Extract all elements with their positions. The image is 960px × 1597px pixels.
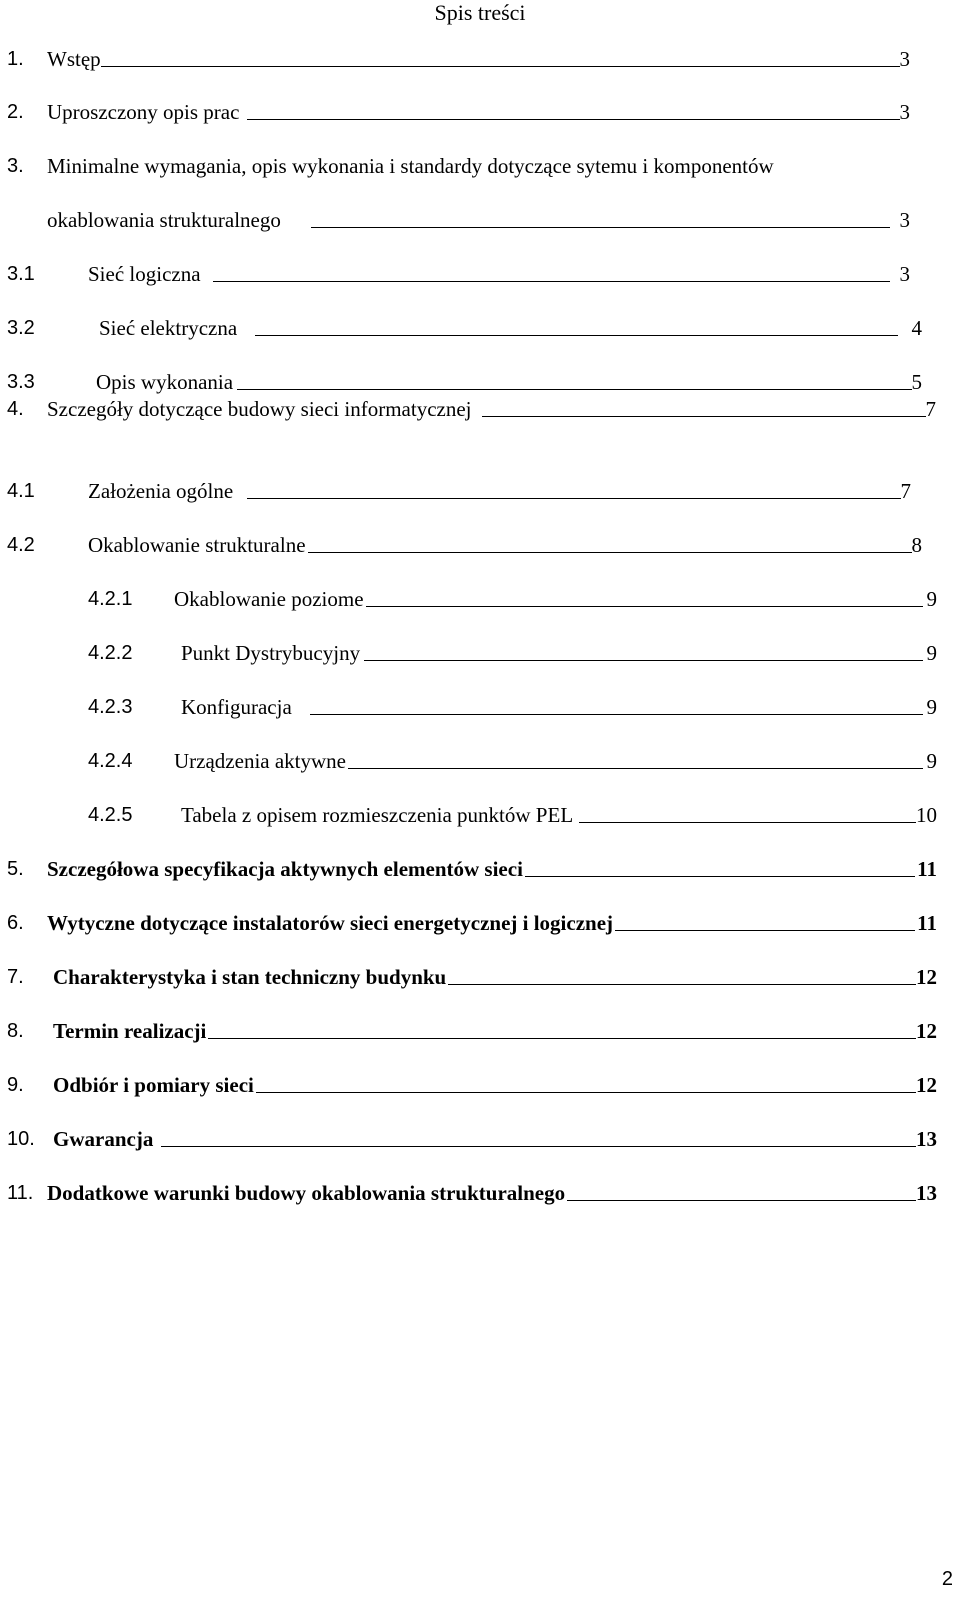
- toc-entry-label: Termin realizacji: [53, 1019, 207, 1043]
- toc-entry-number: 11.: [7, 1182, 34, 1204]
- toc-entry-label: Odbiór i pomiary sieci: [53, 1073, 254, 1097]
- toc-entry-label: Szczegóły dotyczące budowy sieci informatycznej: [47, 397, 472, 421]
- toc-entry-4-2[interactable]: [7, 530, 922, 558]
- toc-entry-4-2-4[interactable]: [88, 746, 937, 774]
- toc-leader-line: [247, 498, 900, 499]
- toc-entry-number: 4.2.1: [88, 588, 133, 610]
- toc-entry-page: 13: [916, 1127, 937, 1151]
- toc-entry-number: 4.: [7, 398, 24, 420]
- toc-entry-number: 4.2.5: [88, 804, 133, 826]
- toc-entry-number: 2.: [7, 101, 24, 123]
- toc-leader-line: [256, 1092, 916, 1093]
- toc-leader-line: [567, 1200, 916, 1201]
- toc-entry-page: 3: [899, 47, 910, 71]
- toc-leader-line: [525, 876, 915, 877]
- toc-entry-page: 9: [926, 749, 937, 773]
- toc-entry-page: 7: [925, 397, 936, 421]
- toc-entry-number: 5.: [7, 858, 24, 880]
- toc-leader-line: [247, 119, 899, 120]
- toc-leader-line: [366, 606, 923, 607]
- toc-leader-line: [161, 1146, 916, 1147]
- toc-leader-line: [311, 227, 890, 228]
- toc-entry-label: okablowania strukturalnego: [47, 208, 281, 232]
- toc-entry-label: Konfiguracja: [181, 695, 292, 719]
- toc-leader-line: [448, 984, 916, 985]
- toc-leader-line: [208, 1038, 916, 1039]
- toc-leader-line: [579, 822, 916, 823]
- toc-entry-page: 7: [900, 479, 911, 503]
- toc-entry-number: 4.2.4: [88, 750, 133, 772]
- toc-entry-5[interactable]: [7, 854, 937, 882]
- toc-entry-label: Wytyczne dotyczące instalatorów sieci energetycznej i logicznej: [47, 911, 614, 935]
- toc-entry-page: 12: [916, 1073, 937, 1097]
- toc-entry-number: 4.2.2: [88, 642, 133, 664]
- toc-entry-9[interactable]: [7, 1070, 937, 1098]
- toc-entry-8[interactable]: [7, 1016, 937, 1044]
- toc-entry-label: Gwarancja: [53, 1127, 154, 1151]
- toc-entry-6[interactable]: [7, 908, 937, 936]
- toc-entry-page: 11: [917, 911, 937, 935]
- toc-entry-label: Założenia ogólne: [88, 479, 234, 503]
- toc-leader-line: [213, 281, 890, 282]
- toc-entry-number: 4.1: [7, 480, 35, 502]
- toc-entry-label: Sieć logiczna: [88, 262, 201, 286]
- toc-leader-line: [348, 768, 923, 769]
- toc-leader-line: [101, 66, 900, 67]
- toc-entry-label: Minimalne wymagania, opis wykonania i standardy dotyczące sytemu i komponentów: [47, 154, 774, 178]
- toc-entry-number: 7.: [7, 966, 24, 988]
- toc-entry-3-3[interactable]: [7, 367, 922, 395]
- toc-entry-4-2-1[interactable]: [88, 584, 937, 612]
- toc-entry-label: Okablowanie poziome: [174, 587, 364, 611]
- toc-entry-number: 8.: [7, 1020, 24, 1042]
- toc-entry-label: Wstęp: [47, 47, 101, 71]
- toc-leader-line: [615, 930, 915, 931]
- toc-entry-1[interactable]: [7, 44, 910, 72]
- toc-entry-page: 9: [926, 695, 937, 719]
- toc-leader-line: [364, 660, 922, 661]
- toc-title: Spis treści: [434, 0, 526, 25]
- toc-entry-10[interactable]: [7, 1124, 937, 1152]
- toc-entry-number: 10.: [7, 1128, 35, 1150]
- toc-entry-page: 5: [911, 370, 922, 394]
- page-number: 2: [941, 1568, 953, 1590]
- toc-entry-number: 4.2.3: [88, 696, 133, 718]
- toc-entry-label: Dodatkowe warunki budowy okablowania strukturalnego: [47, 1181, 566, 1205]
- toc-entry-3[interactable]: [7, 151, 947, 179]
- toc-entry-page: 10: [916, 803, 937, 827]
- toc-entry-label: Tabela z opisem rozmieszczenia punktów PEL: [181, 803, 574, 827]
- toc-entry-page: 4: [911, 316, 922, 340]
- toc-entry-page: 3: [899, 208, 910, 232]
- toc-entry-4-2-2[interactable]: [88, 638, 937, 666]
- toc-entry-page: 12: [916, 965, 937, 989]
- toc-entry-3-2[interactable]: [7, 313, 922, 341]
- toc-entry-3-1[interactable]: [7, 259, 910, 287]
- toc-entry-number: 6.: [7, 912, 24, 934]
- toc-entry-label: Szczegółowa specyfikacja aktywnych elementów sieci: [47, 857, 523, 881]
- toc-entry-label: Urządzenia aktywne: [174, 749, 346, 773]
- toc-entry-11[interactable]: [7, 1178, 937, 1206]
- toc-entry-page: 12: [916, 1019, 937, 1043]
- toc-entry-label: Punkt Dystrybucyjny: [181, 641, 361, 665]
- toc-entry-number: 9.: [7, 1074, 24, 1096]
- toc-entry-number: 3.1: [7, 263, 35, 285]
- toc-entry-page: 11: [917, 857, 937, 881]
- toc-entry-page: 3: [899, 262, 910, 286]
- toc-entry-4-1[interactable]: [7, 476, 911, 504]
- toc-entry-page: 9: [926, 641, 937, 665]
- toc-entry-4[interactable]: [7, 394, 936, 422]
- toc-entry-7[interactable]: [7, 962, 937, 990]
- toc-entry-label: Charakterystyka i stan techniczny budynku: [53, 965, 447, 989]
- toc-leader-line: [310, 714, 923, 715]
- toc-entry-label: Okablowanie strukturalne: [88, 533, 306, 557]
- toc-leader-line: [237, 389, 911, 390]
- toc-entry-label: Uproszczony opis prac: [47, 100, 240, 124]
- toc-entry-page: 9: [926, 587, 937, 611]
- toc-entry-label: Sieć elektryczna: [99, 316, 238, 340]
- toc-leader-line: [482, 416, 926, 417]
- toc-entry-4-2-5[interactable]: [88, 800, 937, 828]
- toc-entry-3-continued[interactable]: [47, 205, 910, 233]
- toc-leader-line: [255, 335, 897, 336]
- toc-entry-number: 4.2: [7, 534, 35, 556]
- toc-entry-number: 3.2: [7, 317, 35, 339]
- toc-entry-page: 13: [916, 1181, 937, 1205]
- toc-entry-number: 3.3: [7, 371, 35, 393]
- toc-entry-number: 3.: [7, 155, 24, 177]
- toc-entry-number: 1.: [7, 48, 24, 70]
- toc-entry-2[interactable]: [7, 97, 910, 125]
- toc-leader-line: [308, 552, 912, 553]
- toc-entry-page: 8: [911, 533, 922, 557]
- toc-entry-4-2-3[interactable]: [88, 692, 937, 720]
- toc-entry-label: Opis wykonania: [96, 370, 234, 394]
- toc-entry-page: 3: [899, 100, 910, 124]
